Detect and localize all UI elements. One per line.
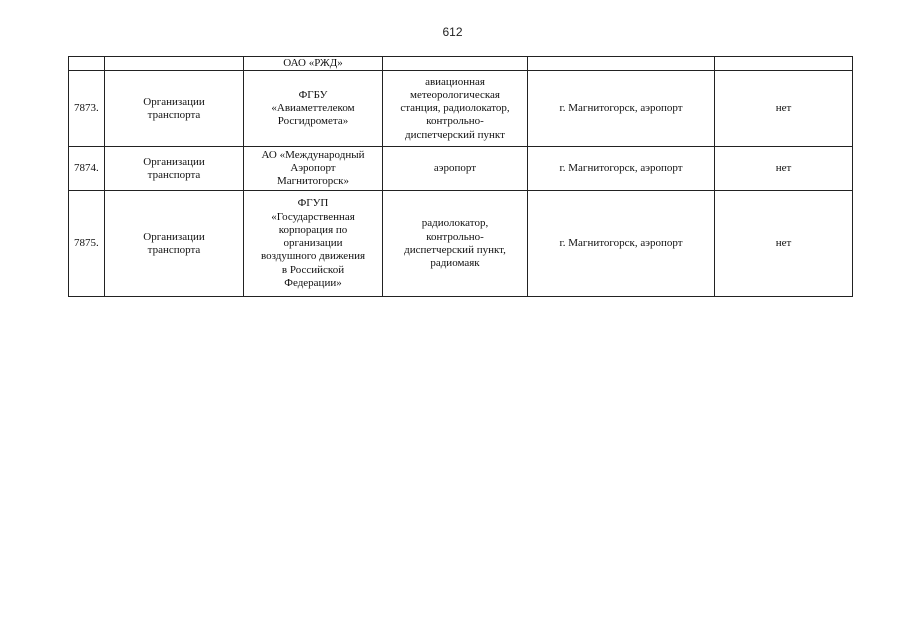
cell-object — [383, 191, 528, 297]
cell-organization — [244, 57, 383, 71]
category-text: Организации транспорта — [143, 155, 205, 181]
registry-table — [68, 56, 853, 297]
value-text: нет — [775, 237, 792, 250]
table-row-continuation — [69, 57, 853, 71]
cell-value — [715, 147, 853, 191]
location-text: г. Магнитогорск, аэропорт — [559, 237, 683, 250]
cell-location — [528, 191, 715, 297]
object-text: радиолокатор, контрольно- диспетчерский пункт, радиомаяк — [404, 217, 506, 270]
location-text: г. Магнитогорск, аэропорт — [559, 102, 683, 115]
cell-value — [715, 191, 853, 297]
cell-category — [105, 191, 244, 297]
cell-value — [715, 71, 853, 147]
cell-location — [528, 71, 715, 147]
page-number: 612 — [442, 25, 463, 39]
row-number: 7874. — [74, 162, 99, 175]
cell-location — [528, 57, 715, 71]
cell-category — [105, 147, 244, 191]
cell-location — [528, 147, 715, 191]
object-text: аэропорт — [433, 162, 477, 175]
cell-category — [105, 71, 244, 147]
cell-category — [105, 57, 244, 71]
object-text: авиационная метеорологическая станция, радиолокатор, контрольно- диспетчерский пункт — [400, 75, 510, 141]
table-row — [69, 191, 853, 297]
organization-text: ФГУП «Государственная корпорация по организации воздушного движения в Российской Федерации» — [260, 197, 366, 290]
cell-organization — [244, 191, 383, 297]
organization-text: АО «Международный Аэропорт Магнитогорск» — [261, 148, 365, 188]
table-row — [69, 71, 853, 147]
cell-num — [69, 147, 105, 191]
location-text: г. Магнитогорск, аэропорт — [559, 162, 683, 175]
row-number: 7873. — [74, 102, 99, 115]
organization-text: ФГБУ «Авиаметтелеком Росгидромета» — [271, 88, 355, 128]
cell-num — [69, 57, 105, 71]
cell-organization — [244, 71, 383, 147]
value-text: нет — [775, 162, 792, 175]
cell-object — [383, 147, 528, 191]
category-text: Организации транспорта — [143, 95, 205, 121]
cell-object — [383, 57, 528, 71]
table-row — [69, 147, 853, 191]
cell-value — [715, 57, 853, 71]
category-text: Организации транспорта — [143, 230, 205, 256]
cell-object — [383, 71, 528, 147]
value-text: нет — [775, 102, 792, 115]
row-number: 7875. — [74, 237, 99, 250]
cell-num — [69, 71, 105, 147]
cell-organization — [244, 147, 383, 191]
organization-text: ОАО «РЖД» — [283, 57, 343, 69]
cell-num — [69, 191, 105, 297]
